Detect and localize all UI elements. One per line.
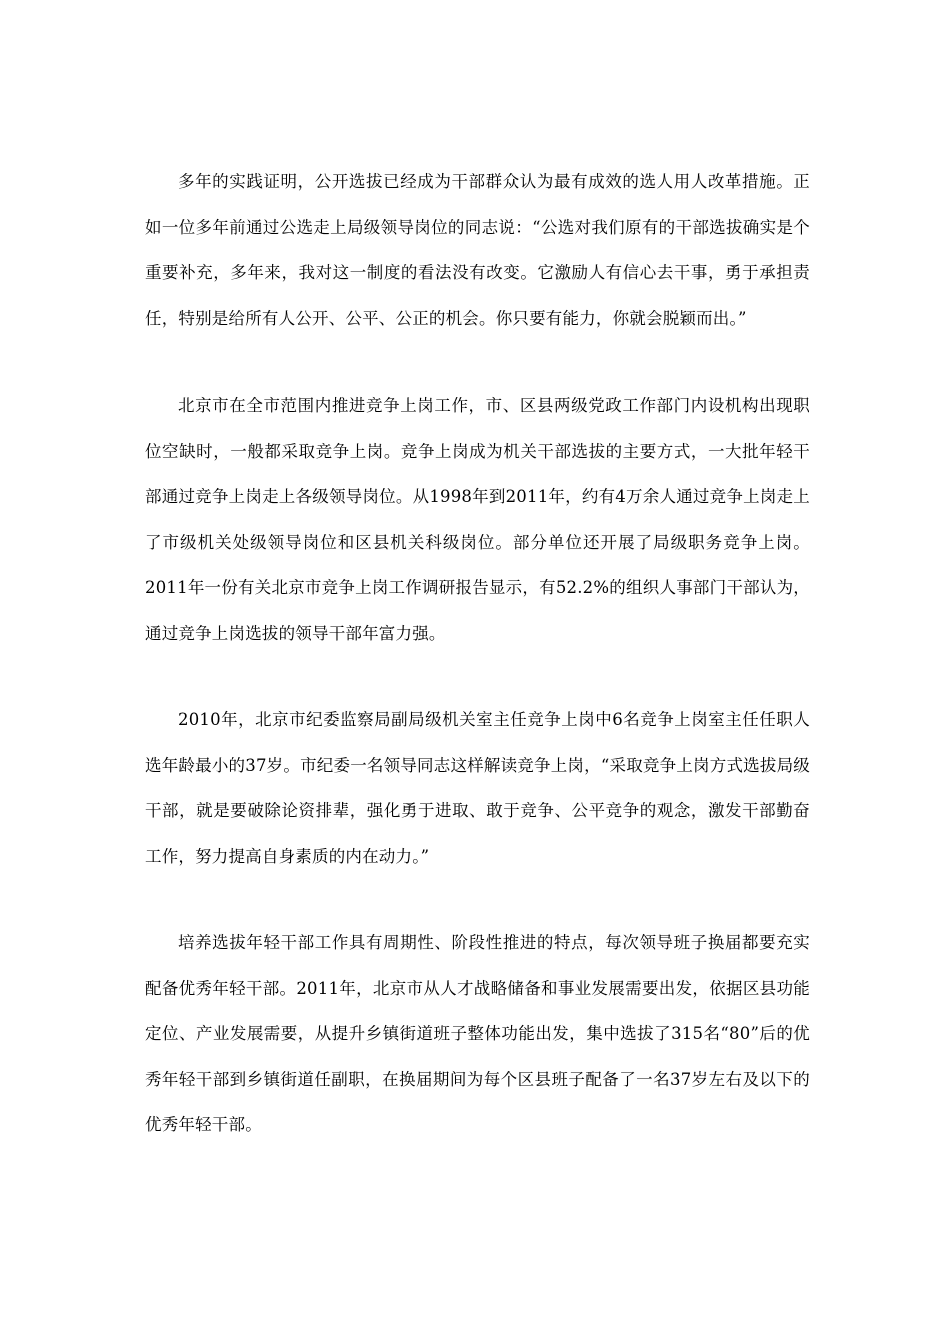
paragraph-young-cadres: 培养选拔年轻干部工作具有周期性、阶段性推进的特点，每次领导班子换届都要充实配备优秀年轻干部。2011年，北京市从人才战略储备和事业发展需要出发，依据区县功能定位、产业发展需要，从提升乡镇街道班子整体功能出发，集中选拔了315名“80”后的优秀年轻干部到乡镇街道任副职，在换届期间为每个区县班子配备了一名37岁左右及以下的优秀年轻干部。: [145, 933, 810, 1134]
paragraph-discipline-commission: 2010年，北京市纪委监察局副局级机关室主任竞争上岗中6名竞争上岗室主任任职人选年龄最小的37岁。市纪委一名领导同志这样解读竞争上岗，“采取竞争上岗方式选拔局级干部，就是要破除论资排辈，强化勇于进取、敢于竞争、公平竞争的观念，激发干部勤奋工作，努力提高自身素质的内在动力。”: [145, 710, 810, 866]
paragraph-public-selection: 多年的实践证明，公开选拔已经成为干部群众认为最有成效的选人用人改革措施。正如一位多年前通过公选走上局级领导岗位的同志说：“公选对我们原有的干部选拔确实是个重要补充，多年来，我对这一制度的看法没有改变。它激励人有信心去干事，勇于承担责任，特别是给所有人公开、公平、公正的机会。你只要有能力，你就会脱颖而出。”: [145, 172, 810, 328]
paragraph-competitive-posts: 北京市在全市范围内推进竞争上岗工作，市、区县两级党政工作部门内设机构出现职位空缺时，一般都采取竞争上岗。竞争上岗成为机关干部选拔的主要方式，一大批年轻干部通过竞争上岗走上各级领导岗位。从1998年到2011年，约有4万余人通过竞争上岗走上了市级机关处级领导岗位和区县机关科级岗位。部分单位还开展了局级职务竞争上岗。2011年一份有关北京市竞争上岗工作调研报告显示，有52.2%的组织人事部门干部认为，通过竞争上岗选拔的领导干部年富力强。: [145, 396, 810, 643]
